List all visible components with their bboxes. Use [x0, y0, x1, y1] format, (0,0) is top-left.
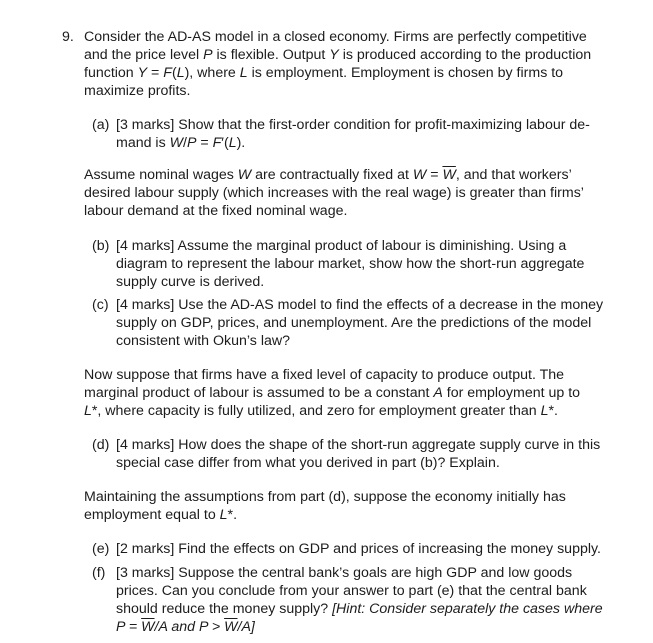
part-b-text: [4 marks] Assume the marginal product of labour is diminishing. Using a diagram to represent the labour market, show how the short-run aggregate supply curve is derived.	[116, 238, 585, 290]
part-f-label: (f)	[92, 565, 106, 581]
part-e-label: (e)	[92, 541, 110, 557]
paragraph-fixed-wages: Assume nominal wages W are contractually fixed at $W = \overline{W}$, and that workers’ desired labour supply (which increases with the real wage) is greater than firms’ labour demand at the fixed nominal wage.	[84, 167, 584, 219]
paragraph-maintaining: Maintaining the assumptions from part (d), suppose the economy initially has employment equal to L*.	[84, 489, 566, 523]
question-number: 9.	[62, 29, 74, 45]
part-a-label: (a)	[92, 117, 110, 133]
part-d-text: [4 marks] How does the shape of the short-run aggregate supply curve in this special case differ from what you derived in part (b)? Explain.	[116, 437, 601, 471]
paragraph-fixed-capacity: Now suppose that firms have a fixed level of capacity to produce output. The marginal product of labour is assumed to be a constant A for employment up to L*, where capacity is fully utilized, and zero for employment greater than L*.	[84, 367, 581, 419]
part-a-text: [3 marks] Show that the first-order condition for profit-maximizing labour de- mand is W/P = F′(L).	[116, 117, 590, 151]
part-c-label: (c)	[92, 297, 109, 313]
part-d-label: (d)	[92, 437, 110, 453]
part-c-text: [4 marks] Use the AD-AS model to find the effects of a decrease in the money supply on GDP, prices, and unemployment. Are the predictions of the model consistent with Okun’s law?	[116, 297, 604, 349]
question-intro: Consider the AD-AS model in a closed economy. Firms are perfectly competitive and the price level P is flexible. Output Y is produced according to the production function Y = F(L), where L is employment. Employment is chosen by firms to maximize profits.	[84, 29, 592, 99]
part-e-text: [2 marks] Find the effects on GDP and prices of increasing the money supply.	[116, 541, 601, 557]
part-f-text: [3 marks] Suppose the central bank’s goals are high GDP and low goods prices. Can you conclude from your answer to part (e) that the central bank should reduce the money supply? [Hint: Consider separately the cases where $P = \overline{W}/A$ and $P > \overline{W}/A$]	[116, 565, 603, 635]
part-b-label: (b)	[92, 238, 110, 254]
